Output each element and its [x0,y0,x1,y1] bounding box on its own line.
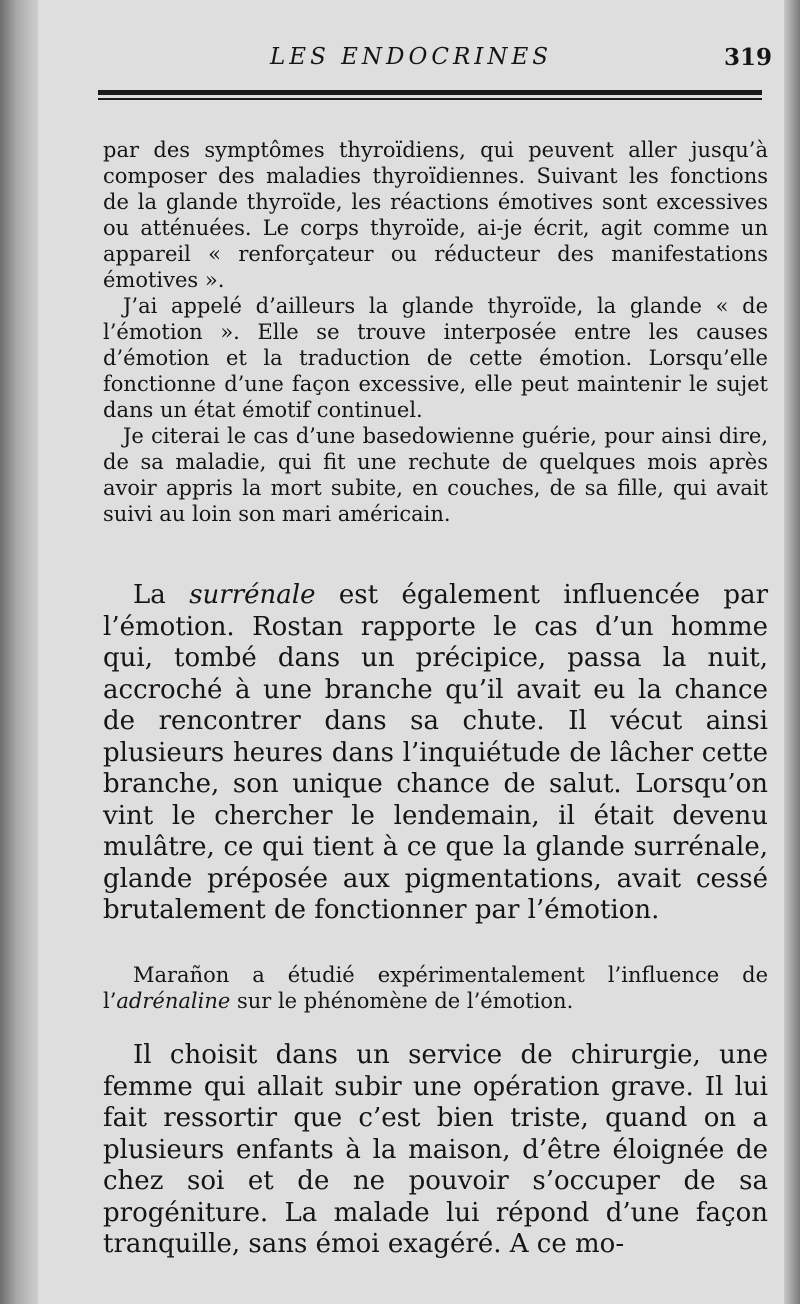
page-edge-shadow [784,0,800,1304]
paragraph-basedow-case: Je citerai le cas d’une basedowienne guérie, pour ainsi dire, de sa maladie, qui fit une rechute de quelques mois après avoir appris la mort subite, en couches, de sa fille, qui avait suivi au loin son mari américain. [103,424,768,526]
surgery-case-block [103,1040,768,1261]
book-gutter-shadow [0,0,38,1304]
maranon-paragraph-block [103,962,768,1014]
adrenaline-term: adrénaline [116,989,231,1013]
paragraph-surrenale [103,580,768,927]
maranon-intro: Marañon a étudié expérimentalement l’influence de l’ [103,963,768,1013]
paragraph-thyroid-symptoms: par des symptômes thyroïdiens, qui peuvent aller jusqu’à composer des maladies thyroïdiennes. Suivant les fonctions de la glande thyroïde, les réactions émotives sont excessives ou atténuées. Le corps thyroïde, ai-je écrit, agit comme un appareil « renforçateur ou réducteur des manifestations émotives ». [103,138,768,292]
page-number: 319 [724,44,773,71]
paragraph-surgery-case: Il choisit dans un service de chirurgie, une femme qui allait subir une opération grave. Il lui fait ressortir que c’est bien triste, quand on a plusieurs enfants à la maison, d’être éloignée de chez soi et de ne pouvoir s’occuper de sa progéniture. La malade lui répond d’une façon tranquille, sans émoi exagéré. A ce mo- [103,1040,768,1259]
header-rule [98,90,762,95]
thyroid-paragraph-block [103,137,768,527]
surrenale-lead: La [133,580,166,610]
paragraph-maranon [103,962,768,1014]
surrenale-text: est également influencée par l’émotion. Rostan rapporte le cas d’un homme qui, tombé dans un précipice, passa la nuit, accroché à une branche qu’il avait eu la chance de rencontrer dans sa chute. Il vécut ainsi plusieurs heures dans l’inquiétude de lâcher cette branche, son unique chance de salut. Lorsqu’on vint le chercher le lendemain, il était devenu mulâtre, ce qui tient à ce que la glande surrénale, glande préposée aux pigmentations, avait cessé brutalement de fonctionner par l’émotion. [103,580,768,925]
maranon-outro: sur le phénomène de l’émotion. [236,989,574,1013]
header-rule-thin [98,98,762,100]
surrenale-term: surrénale [189,580,316,610]
surrenale-paragraph-block [103,580,768,927]
running-head: LES ENDOCRINES [270,44,553,70]
paragraph-thyroid-emotion-gland: J’ai appelé d’ailleurs la glande thyroïde, la glande « de l’émotion ». Elle se trouve interposée entre les causes d’émotion et la traduction de cette émotion. Lorsqu’elle fonctionne d’une façon excessive, elle peut maintenir le sujet dans un état émotif continuel. [103,294,768,422]
